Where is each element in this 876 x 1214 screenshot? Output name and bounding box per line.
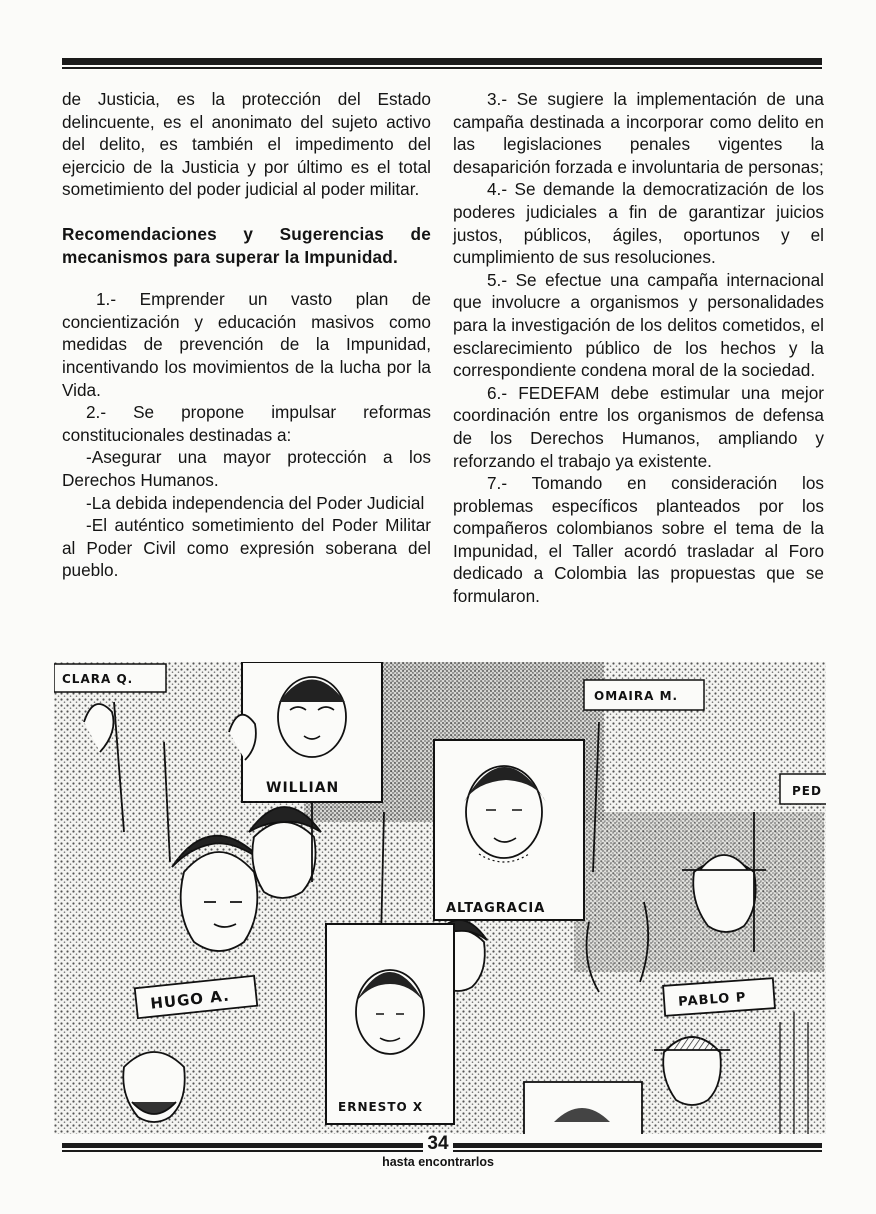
page-number-text: 34: [423, 1133, 452, 1154]
sign-ernesto: [326, 924, 454, 1124]
section-heading: Recomendaciones y Sugerencias de mecanismos para superar la Impunidad.: [62, 223, 431, 267]
sign-altagracia-label: ALTAGRACIA: [446, 901, 546, 916]
sign-omaira-label: OMAIRA M.: [594, 689, 679, 703]
sign-pedro-label: PED: [792, 784, 822, 798]
recommendation-4: 4.- Se demande la democratización de los poderes judiciales a fin de garantizar juicios justos, públicos, ágiles, oportunos y el cumplimiento de sus resoluciones.: [453, 179, 824, 268]
sign-clara: [54, 664, 166, 692]
recommendation-2-item-b: -La debida independencia del Poder Judicial: [86, 492, 425, 513]
publication-footer: hasta encontrarlos: [382, 1155, 494, 1169]
recommendation-2-item-c: -El auténtico sometimiento del Poder Militar al Poder Civil como expresión soberana del pueblo.: [62, 515, 431, 581]
sign-portrait-bottom-right: [524, 1082, 642, 1134]
sign-pablo-label: PABLO P: [677, 990, 747, 1010]
recommendation-2-item-a: -Asegurar una mayor protección a los Derechos Humanos.: [62, 447, 431, 490]
top-rule-thin: [62, 67, 822, 69]
sign-pablo: [663, 978, 775, 1016]
right-column: [453, 88, 824, 608]
intro-paragraph: de Justicia, es la protección del Estado delincuente, es el anonimato del sujeto activo del delito, es también el impedimento del ejercicio de la Justicia y por último es el total sometimiento del poder judicial al poder militar.: [62, 89, 431, 200]
protest-drawing: [54, 662, 826, 1134]
sign-willian-label: WILLIAN: [266, 780, 340, 796]
sign-pedro: [780, 774, 826, 804]
top-rule-thick: [62, 58, 822, 65]
protest-illustration: [54, 662, 826, 1134]
recommendation-5: 5.- Se efectue una campaña internacional que involucre a organismos y personalidades para la investigación de los delitos cometidos, el esclarecimiento público de los hechos y la correspondiente condena moral de la sociedad.: [453, 269, 824, 381]
sign-willian: [242, 662, 382, 802]
recommendation-1: 1.- Emprender un vasto plan de concientización y educación masivos como medidas de prevención de la Impunidad, incentivando los movimientos de la lucha por la Vida.: [62, 289, 431, 400]
recommendation-7: 7.- Tomando en consideración los problemas específicos planteados por los compañeros colombianos sobre el tema de la Impunidad, el Taller acordó trasladar al Foro dedicado a Colombia las propuestas que se formularon.: [453, 473, 824, 607]
sign-hugo-label: HUGO A.: [149, 986, 231, 1013]
recommendation-3: 3.- Se sugiere la implementación de una campaña destinada a incorporar como delito en las legislaciones penales vigentes la desaparición forzada e involuntaria de personas;: [453, 89, 824, 177]
recommendation-2: 2.- Se propone impulsar reformas constitucionales destinadas a:: [62, 402, 431, 445]
sign-clara-label: CLARA Q.: [62, 672, 134, 686]
sign-altagracia: [434, 740, 584, 920]
page-number: [0, 1133, 876, 1155]
sign-omaira: [584, 680, 704, 710]
top-double-rule: [62, 58, 822, 70]
sign-ernesto-label: ERNESTO X: [338, 1100, 424, 1114]
left-column: [62, 88, 431, 582]
recommendation-6: 6.- FEDEFAM debe estimular una mejor coordinación entre los organismos de defensa de los Derechos Humanos, ampliando y reforzando el trabajo ya existente.: [453, 382, 824, 471]
